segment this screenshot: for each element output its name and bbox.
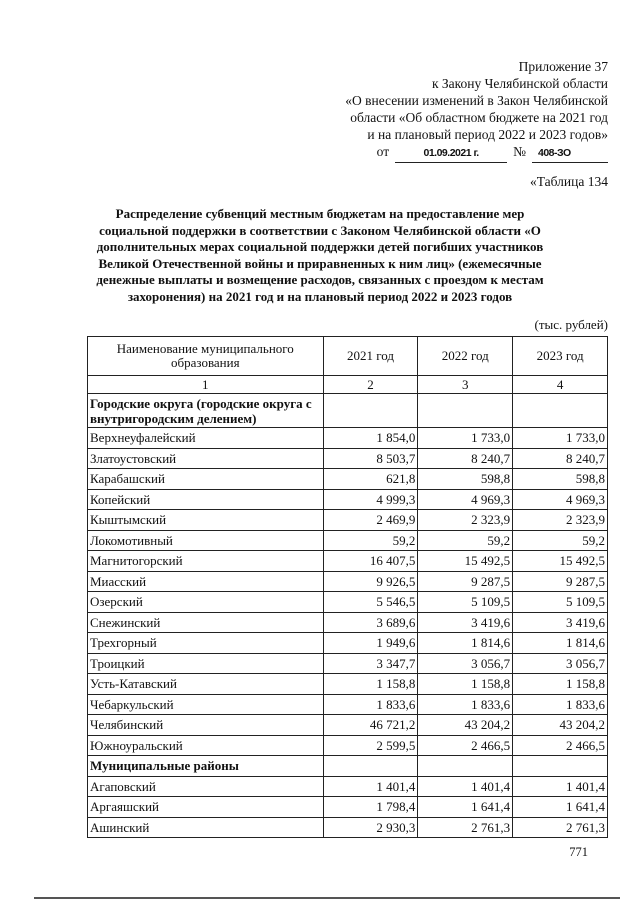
table-reference: «Таблица 134	[530, 174, 608, 189]
municipality-name: Аргаяшский	[88, 797, 324, 818]
column-index-row	[88, 376, 608, 394]
value-2021: 621,8	[323, 469, 418, 490]
column-index: 1	[88, 376, 324, 394]
table-row	[88, 797, 608, 818]
value-2022: 1 733,0	[418, 428, 513, 449]
value-2022: 8 240,7	[418, 448, 513, 469]
value-2021: 2 599,5	[323, 735, 418, 756]
law-date: 01.09.2021 г.	[395, 145, 507, 163]
value-2021: 1 854,0	[323, 428, 418, 449]
municipality-name: Агаповский	[88, 776, 324, 797]
value-2022: 1 641,4	[418, 797, 513, 818]
value-2022: 5 109,5	[418, 592, 513, 613]
value-2023: 3 056,7	[513, 653, 608, 674]
value-2021: 2 930,3	[323, 817, 418, 838]
appendix-line: области «Об областном бюджете на 2021 год	[350, 110, 608, 125]
column-index: 4	[513, 376, 608, 394]
value-2023: 9 287,5	[513, 571, 608, 592]
value-2021: 9 926,5	[323, 571, 418, 592]
table-row	[88, 674, 608, 695]
table-row	[88, 715, 608, 736]
table-row	[88, 612, 608, 633]
table-body	[88, 376, 608, 838]
column-index: 3	[418, 376, 513, 394]
appendix-line: «О внесении изменений в Закон Челябинской	[345, 93, 608, 108]
municipality-name: Кыштымский	[88, 510, 324, 531]
municipality-name: Троицкий	[88, 653, 324, 674]
municipality-name: Озерский	[88, 592, 324, 613]
value-2021	[323, 756, 418, 777]
value-2021: 2 469,9	[323, 510, 418, 531]
municipality-name: Усть-Катавский	[88, 674, 324, 695]
table-row	[88, 817, 608, 838]
value-2023: 15 492,5	[513, 551, 608, 572]
value-2022: 59,2	[418, 530, 513, 551]
value-2021: 1 949,6	[323, 633, 418, 654]
table-row	[88, 694, 608, 715]
column-header-municipality: Наименование муниципального образования	[88, 337, 324, 376]
column-index: 2	[323, 376, 418, 394]
section-row	[88, 756, 608, 777]
municipality-name: Южноуральский	[88, 735, 324, 756]
table-row	[88, 592, 608, 613]
value-2023: 598,8	[513, 469, 608, 490]
value-2021: 8 503,7	[323, 448, 418, 469]
value-2021: 46 721,2	[323, 715, 418, 736]
value-2023: 4 969,3	[513, 489, 608, 510]
from-label: от	[376, 144, 390, 159]
table-row	[88, 510, 608, 531]
value-2022	[418, 756, 513, 777]
municipality-name: Локомотивный	[88, 530, 324, 551]
municipality-name: Карабашский	[88, 469, 324, 490]
value-2022: 9 287,5	[418, 571, 513, 592]
appendix-header	[288, 58, 608, 163]
appendix-line: и на плановый период 2022 и 2023 годов»	[367, 127, 608, 142]
value-2023: 5 109,5	[513, 592, 608, 613]
value-2021: 16 407,5	[323, 551, 418, 572]
value-2023: 1 833,6	[513, 694, 608, 715]
table-row	[88, 633, 608, 654]
value-2022: 2 761,3	[418, 817, 513, 838]
value-2022: 598,8	[418, 469, 513, 490]
table-row	[88, 776, 608, 797]
value-2023: 1 401,4	[513, 776, 608, 797]
column-header-2023: 2023 год	[513, 337, 608, 376]
value-2023: 43 204,2	[513, 715, 608, 736]
table-row	[88, 530, 608, 551]
value-2023: 1 814,6	[513, 633, 608, 654]
law-number: 408-ЗО	[532, 145, 608, 163]
value-2022: 3 419,6	[418, 612, 513, 633]
page-number: 771	[569, 845, 588, 859]
table-header-row	[88, 337, 608, 376]
value-2023: 1 158,8	[513, 674, 608, 695]
table-row	[88, 571, 608, 592]
value-2021: 1 158,8	[323, 674, 418, 695]
value-2021: 4 999,3	[323, 489, 418, 510]
value-2021: 5 546,5	[323, 592, 418, 613]
column-header-2021: 2021 год	[323, 337, 418, 376]
table-row	[88, 653, 608, 674]
value-2023	[513, 756, 608, 777]
table-row	[88, 735, 608, 756]
value-2022: 43 204,2	[418, 715, 513, 736]
table-row	[88, 469, 608, 490]
value-2023: 2 761,3	[513, 817, 608, 838]
value-2022: 1 814,6	[418, 633, 513, 654]
subvention-table	[87, 336, 608, 838]
municipality-name: Магнитогорский	[88, 551, 324, 572]
municipality-name: Муниципальные районы	[88, 756, 324, 777]
municipality-name: Городские округа (городские округа с внутригородским делением)	[88, 394, 324, 428]
value-2023: 2 323,9	[513, 510, 608, 531]
column-header-2022: 2022 год	[418, 337, 513, 376]
value-2022: 3 056,7	[418, 653, 513, 674]
value-2023: 59,2	[513, 530, 608, 551]
municipality-name: Чебаркульский	[88, 694, 324, 715]
municipality-name: Снежинский	[88, 612, 324, 633]
value-2021: 1 833,6	[323, 694, 418, 715]
value-2021: 59,2	[323, 530, 418, 551]
footer-divider	[34, 897, 620, 899]
table-row	[88, 448, 608, 469]
municipality-name: Ашинский	[88, 817, 324, 838]
value-2022: 2 323,9	[418, 510, 513, 531]
value-2022: 1 158,8	[418, 674, 513, 695]
municipality-name: Верхнеуфалейский	[88, 428, 324, 449]
document-title: Распределение субвенций местным бюджетам на предоставление мер социальной поддержки в соответствии с Законом Челябинской области «О дополнительных мерах социальной поддержки детей погибших участников Великой Отечественной войны и приравненных к ним лиц» (ежемесячные денежные выплаты и возмещение расходов, связанных с проездом к местам захоронения) на 2021 год и на плановый период 2022 и 2023 годов	[96, 206, 544, 304]
value-2022: 15 492,5	[418, 551, 513, 572]
units-label: (тыс. рублей)	[534, 317, 608, 332]
value-2022	[418, 394, 513, 428]
value-2021	[323, 394, 418, 428]
value-2023: 8 240,7	[513, 448, 608, 469]
table-row	[88, 551, 608, 572]
municipality-name: Трехгорный	[88, 633, 324, 654]
value-2023: 2 466,5	[513, 735, 608, 756]
municipality-name: Копейский	[88, 489, 324, 510]
value-2022: 1 833,6	[418, 694, 513, 715]
value-2021: 1 401,4	[323, 776, 418, 797]
appendix-line: Приложение 37	[518, 59, 608, 74]
value-2022: 1 401,4	[418, 776, 513, 797]
value-2023: 3 419,6	[513, 612, 608, 633]
value-2021: 3 689,6	[323, 612, 418, 633]
value-2023: 1 733,0	[513, 428, 608, 449]
section-row	[88, 394, 608, 428]
municipality-name: Златоустовский	[88, 448, 324, 469]
municipality-name: Миасский	[88, 571, 324, 592]
number-label: №	[513, 144, 526, 159]
table-row	[88, 489, 608, 510]
value-2022: 2 466,5	[418, 735, 513, 756]
value-2021: 3 347,7	[323, 653, 418, 674]
value-2021: 1 798,4	[323, 797, 418, 818]
value-2022: 4 969,3	[418, 489, 513, 510]
law-date-line	[288, 143, 608, 163]
value-2023	[513, 394, 608, 428]
municipality-name: Челябинский	[88, 715, 324, 736]
value-2023: 1 641,4	[513, 797, 608, 818]
appendix-line: к Закону Челябинской области	[431, 76, 608, 91]
table-row	[88, 428, 608, 449]
